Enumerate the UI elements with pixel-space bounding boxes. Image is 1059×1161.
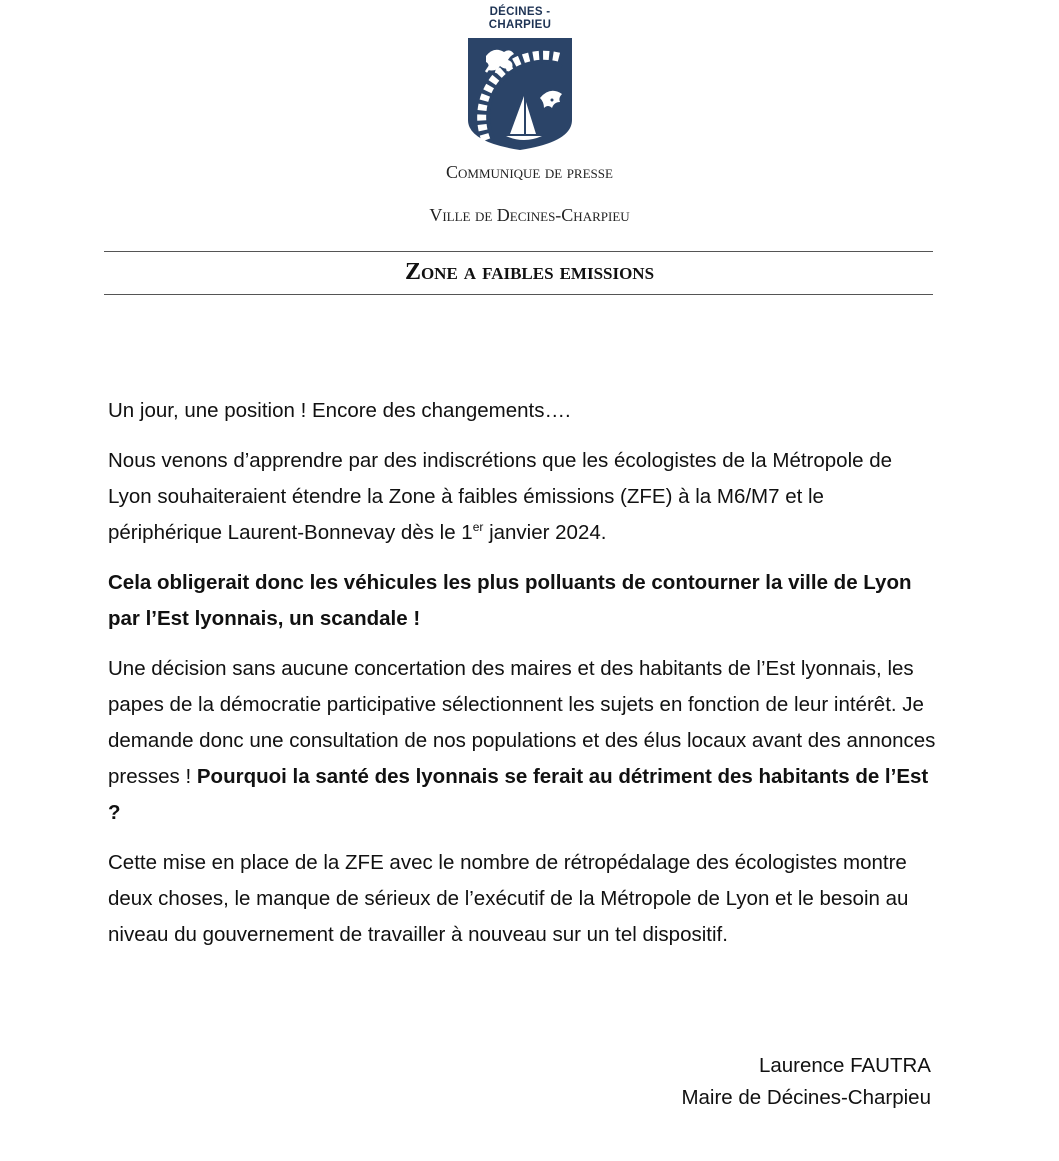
coat-of-arms-icon xyxy=(466,36,574,152)
paragraph-1: Un jour, une position ! Encore des changements…. xyxy=(108,399,571,422)
signature-block xyxy=(681,1050,931,1114)
paragraph-4-bold: Pourquoi la santé des lyonnais se ferait au détriment des habitants de l’Est ? xyxy=(108,765,929,824)
press-release-body xyxy=(108,393,938,967)
city-logo xyxy=(458,6,582,152)
paragraph-2-text: Nous venons d’apprendre par des indiscrétions que les écologistes de la Métropole de Lyon souhaiteraient étendre la Zone à faibles émissions (ZFE) à la M6/M7 et le périphérique Laurent-Bonnevay dès le 1 xyxy=(108,449,893,544)
paragraph-5: Cette mise en place de la ZFE avec le nombre de rétropédalage des écologistes montre deux choses, le manque de sérieux de l’exécutif de la Métropole de Lyon et le besoin au niveau du gouvernement de travailler à nouveau sur un tel dispositif. xyxy=(108,851,909,946)
signature-name: Laurence FAUTRA xyxy=(758,1054,931,1077)
header-ville: Ville de Decines-Charpieu xyxy=(429,205,630,225)
logo-city-name: DÉCINES - CHARPIEU xyxy=(488,6,552,31)
ordinal-superscript: er xyxy=(472,520,484,535)
paragraph-4 xyxy=(108,651,938,831)
paragraph-2-end: janvier 2024. xyxy=(483,521,607,544)
paragraph-2 xyxy=(108,443,938,551)
title-divider-bottom xyxy=(104,294,933,295)
paragraph-4-text: Une décision sans aucune concertation des maires et des habitants de l’Est lyonnais, les papes de la démocratie participative sélectionnent les sujets en fonction de leur intérêt. Je demande donc une consultation de nos populations et des élus locaux avant des annonces presses ! xyxy=(108,657,936,788)
page-title: Zone a faibles emissions xyxy=(404,259,655,285)
title-divider-top xyxy=(104,251,933,252)
header-communique: Communique de presse xyxy=(446,162,613,182)
paragraph-3-bold: Cela obligerait donc les véhicules les plus polluants de contourner la ville de Lyon par l’Est lyonnais, un scandale ! xyxy=(108,571,912,630)
signature-role: Maire de Décines-Charpieu xyxy=(681,1086,931,1109)
